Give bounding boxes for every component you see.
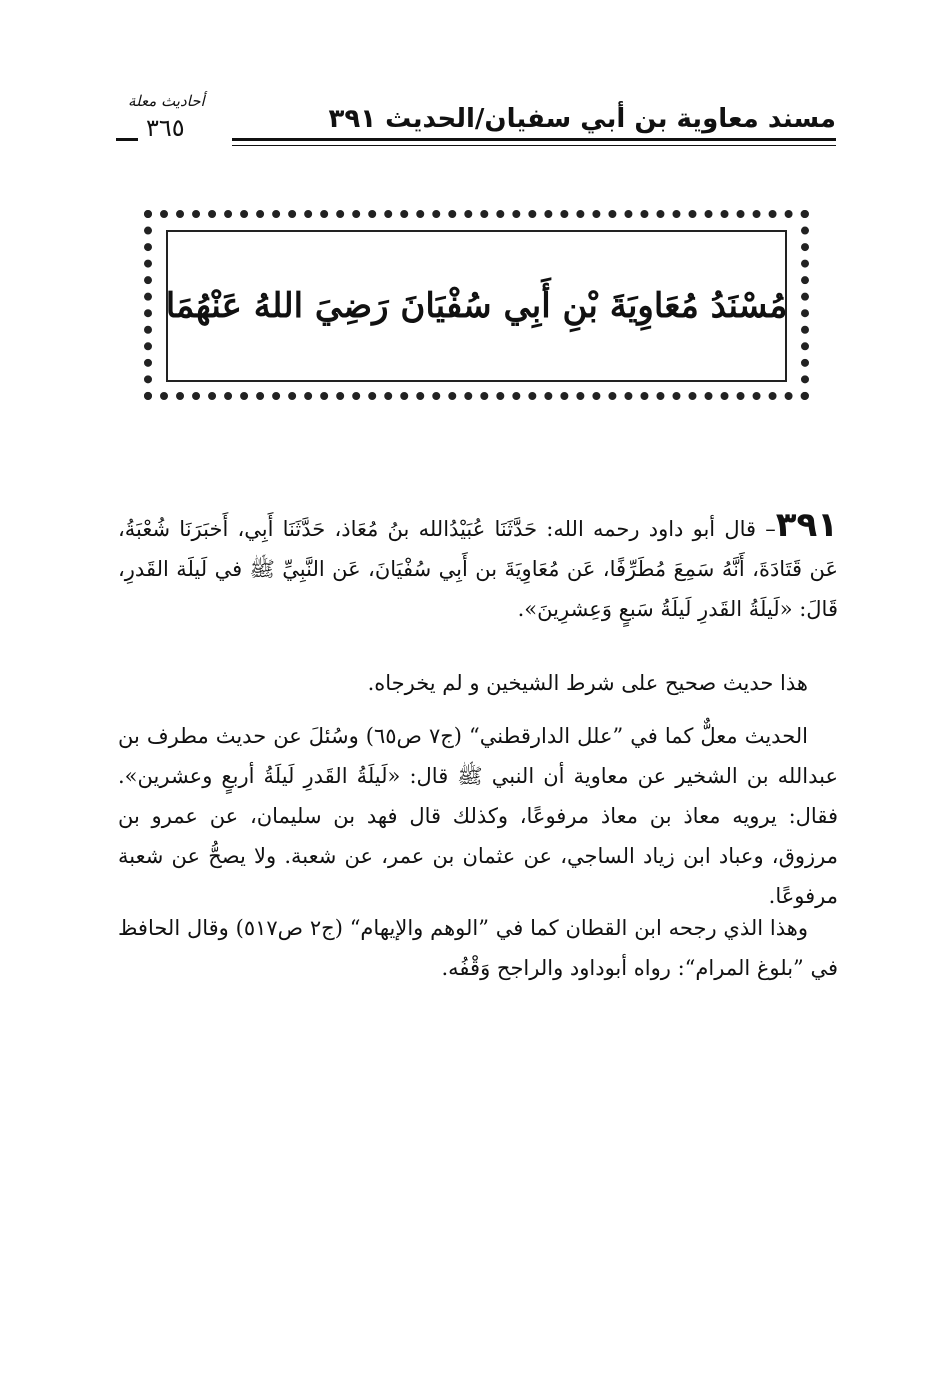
running-head-title: مسند معاوية بن أبي سفيان/الحديث ٣٩١: [328, 104, 836, 134]
section-title: مُسْنَدُ مُعَاوِيَةَ بْنِ أَبِي سُفْيَانَ رَضِيَ اللهُ عَنْهُمَا: [165, 286, 788, 326]
running-head: [116, 92, 836, 154]
book-tag: أحاديث معلة: [128, 92, 205, 110]
page-number: ٣٦٥: [146, 114, 185, 142]
section-title-frame: [144, 210, 809, 400]
commentary-preference: [118, 908, 838, 988]
section-title-box: [166, 230, 787, 382]
hadith-verdict: هذا حديث صحيح على شرط الشيخين و لم يخرجاه.: [367, 671, 808, 695]
page-number-block: [116, 92, 246, 154]
illness-paragraph: الحديث معلٌّ كما في ”علل الدارقطني“ (ج٧ ص٦٥) وسُئلَ عن حديث مطرف بن عبدالله بن الشخير عن معاوية أن النبي ﷺ قال: «لَيلَةُ القَدرِ لَيلَةُ أربعٍ وعشرين». فقال: يرويه معاذ بن معاذ مرفوعًا، وكذلك قال فهد بن سليمان، عن عمرو بن مرزوق، وعباد ابن زياد الساجي، عن عثمان بن عمر، عن شعبة. ولا يصحُّ عن شعبة مرفوعًا.: [118, 724, 838, 908]
header-rule: [232, 138, 836, 146]
preference-paragraph: وهذا الذي رجحه ابن القطان كما في ”الوهم والإيهام“ (ج٢ ص٥١٧) وقال الحافظ في ”بلوغ المرام“: رواه أبوداود والراجح وَقْفُه.: [118, 916, 838, 980]
page-number-dash: [116, 138, 138, 141]
commentary-illness: [118, 716, 838, 916]
hadith-text: – قال أبو داود رحمه الله: حَدَّثَنَا عُبَيْدُالله بنُ مُعَاذ، حَدَّثَنَا أَبِي، أَخبَرَنَا شُعْبَةُ، عَن قَتَادَةَ، أَنَّهُ سَمِعَ مُطَرِّفًا، عَن مُعَاوِيَةَ بن أَبِي سُفْيَانَ، عَن النَّبِيِّ ﷺ في لَيلَة القَدرِ، قَالَ: «لَيلَةُ القَدرِ لَيلَةُ سَبعٍ وَعِشرِينَ».: [118, 517, 838, 621]
hadith-block: [118, 505, 838, 629]
hadith-number: ٣٩١: [775, 505, 838, 545]
